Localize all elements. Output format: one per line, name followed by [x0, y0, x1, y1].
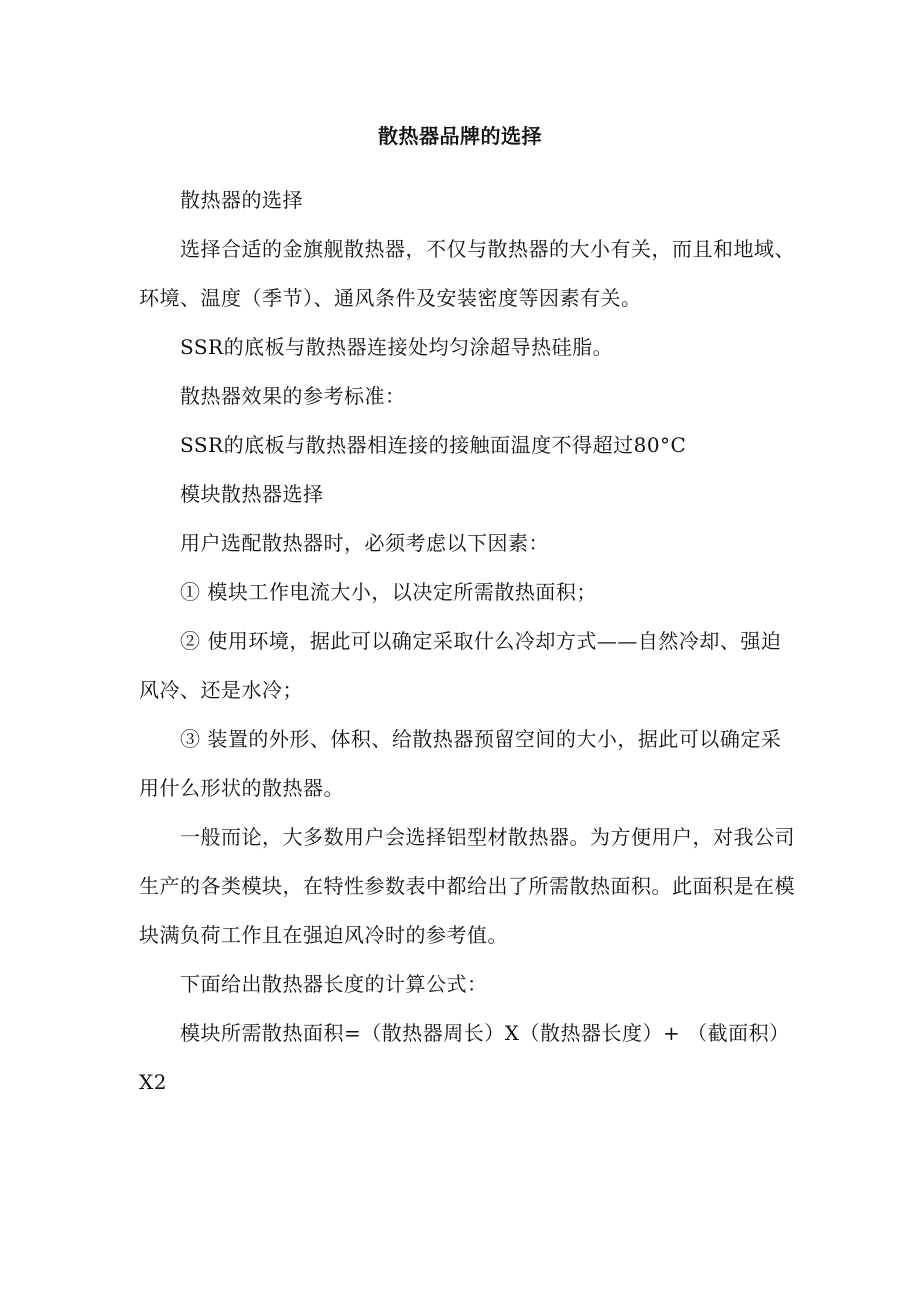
document-body: [139, 176, 799, 1107]
paragraph-formula: 模块所需散热面积=（散热器周长）X（散热器长度）+ （截面积）X2: [139, 1021, 790, 1094]
paragraph-formula-intro: 下面给出散热器长度的计算公式：: [180, 972, 488, 996]
paragraph-thermal-grease: SSR的底板与散热器连接处均匀涂超导热硅脂。: [180, 335, 614, 359]
paragraph-factor-3: ③ 装置的外形、体积、给散热器预留空间的大小，据此可以确定采用什么形状的散热器。: [139, 727, 782, 800]
paragraph-factor-1: ① 模块工作电流大小，以决定所需散热面积；: [180, 580, 597, 604]
paragraph-reference-standard: 散热器效果的参考标准：: [180, 384, 406, 408]
paragraph-module-heading: 模块散热器选择: [180, 482, 324, 506]
paragraph-heading-selection: 散热器的选择: [180, 188, 303, 212]
paragraph-intro: 选择合适的金旗舰散热器，不仅与散热器的大小有关，而且和地域、环境、温度（季节）、通风条件及安装密度等因素有关。: [139, 237, 795, 310]
document-title: 散热器品牌的选择: [378, 124, 542, 148]
paragraph-temperature-limit: SSR的底板与散热器相连接的接触面温度不得超过80°C: [180, 433, 687, 457]
paragraph-factor-2: ② 使用环境，据此可以确定采取什么冷却方式——自然冷却、强迫风冷、还是水冷；: [139, 629, 782, 702]
paragraph-factors-intro: 用户选配散热器时，必须考虑以下因素：: [180, 531, 549, 555]
paragraph-aluminum-heatsink: 一般而论，大多数用户会选择铝型材散热器。为方便用户，对我公司生产的各类模块，在特性参数表中都给出了所需散热面积。此面积是在模块满负荷工作且在强迫风冷时的参考值。: [139, 825, 795, 947]
